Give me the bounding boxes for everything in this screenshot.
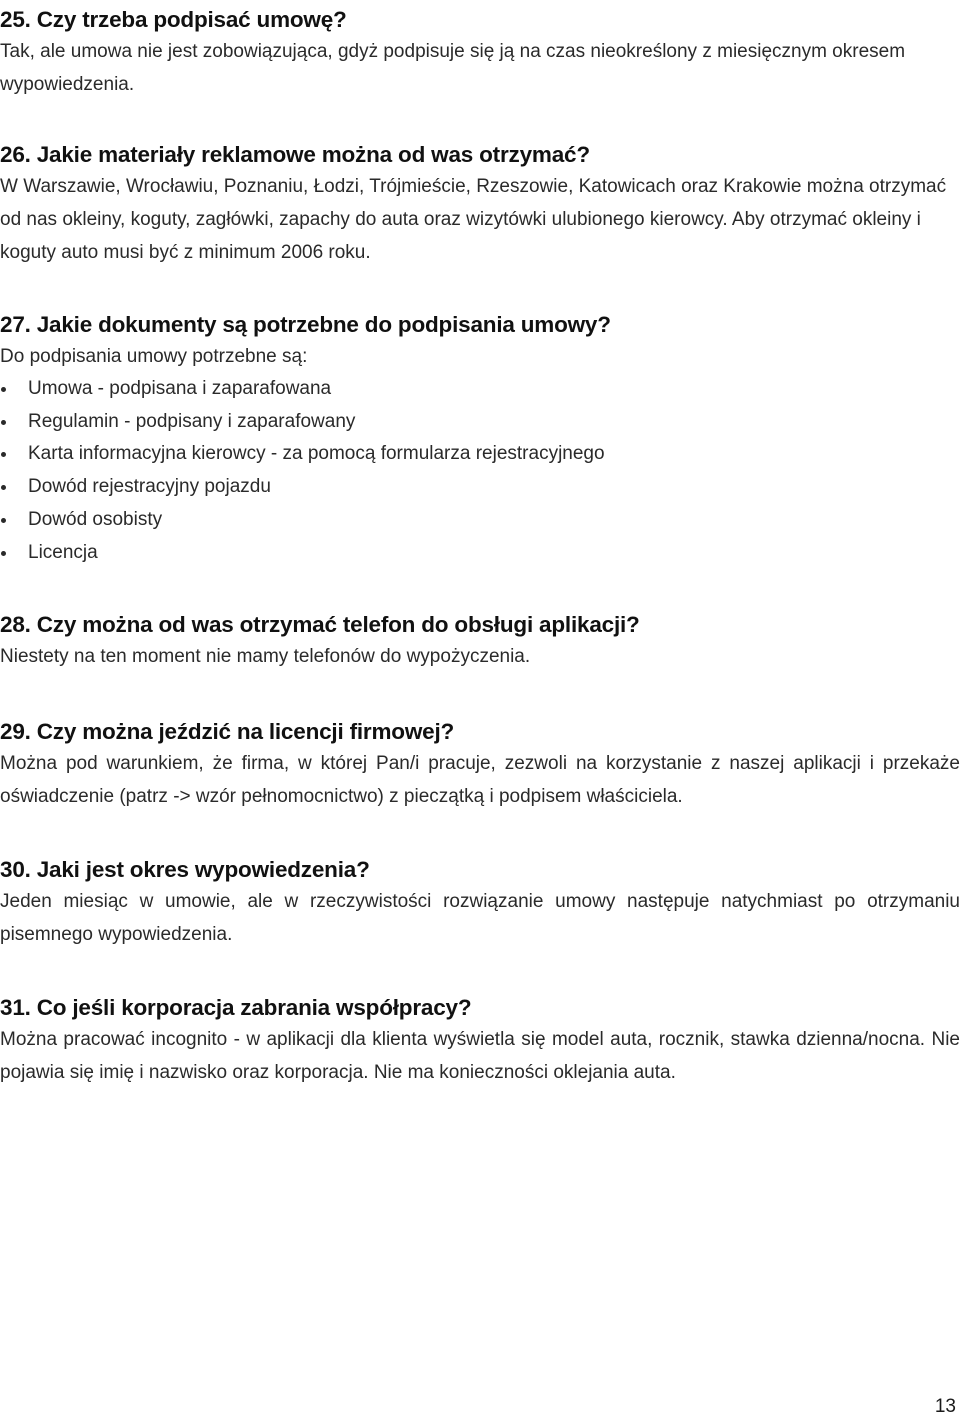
list-item bbox=[0, 537, 960, 570]
bullet-icon bbox=[1, 452, 6, 457]
faq-section-31 bbox=[0, 993, 960, 1089]
faq-section-29 bbox=[0, 717, 960, 813]
answer-text: Tak, ale umowa nie jest zobowiązująca, gdyż podpisuje się ją na czas nieokreślony z miesięcznym okresem wypowiedzenia. bbox=[0, 41, 906, 95]
question-title: 30. Jaki jest okres wypowiedzenia? bbox=[0, 857, 370, 882]
bullet-icon bbox=[1, 518, 6, 523]
list-item-text: Karta informacyjna kierowcy - za pomocą formularza rejestracyjnego bbox=[28, 443, 605, 465]
bullet-icon bbox=[1, 420, 6, 425]
list-item bbox=[0, 438, 960, 471]
required-documents-list bbox=[0, 373, 960, 569]
question-title: 27. Jakie dokumenty są potrzebne do podpisania umowy? bbox=[0, 312, 611, 337]
question-title: 26. Jakie materiały reklamowe można od was otrzymać? bbox=[0, 142, 590, 167]
question-title: 25. Czy trzeba podpisać umowę? bbox=[0, 7, 347, 32]
list-item bbox=[0, 471, 960, 504]
list-item-text: Dowód rejestracyjny pojazdu bbox=[28, 476, 271, 498]
list-item bbox=[0, 406, 960, 439]
question-title: 29. Czy można jeździć na licencji firmowej? bbox=[0, 719, 455, 744]
list-item-text: Umowa - podpisana i zaparafowana bbox=[28, 378, 332, 399]
page-number: 13 bbox=[934, 1396, 956, 1417]
bullet-icon bbox=[1, 551, 6, 556]
faq-section-27 bbox=[0, 310, 960, 569]
faq-section-25 bbox=[0, 5, 960, 101]
bullet-icon bbox=[1, 387, 6, 392]
question-title: 31. Co jeśli korporacja zabrania współpracy? bbox=[0, 995, 472, 1020]
bullet-icon bbox=[1, 485, 6, 490]
answer-text: Można pracować incognito - w aplikacji dla klienta wyświetla się model auta, rocznik, stawka dzienna/nocna. Nie pojawia się imię i nazwisko oraz korporacja. Nie ma konieczności oklejania auta. bbox=[0, 1029, 960, 1083]
answer-text: Jeden miesiąc w umowie, ale w rzeczywistości rozwiązanie umowy następuje natychmiast po otrzymaniu pisemnego wypowiedzenia. bbox=[0, 891, 960, 945]
list-item-text: Regulamin - podpisany i zaparafowany bbox=[28, 410, 356, 432]
faq-section-28 bbox=[0, 610, 960, 673]
answer-text: W Warszawie, Wrocławiu, Poznaniu, Łodzi, Trójmieście, Rzeszowie, Katowicach oraz Krakowie można otrzymać od nas okleiny, koguty, zagłówki, zapachy do auta oraz wizytówki ulubionego kierowcy. Aby otrzymać okleiny i koguty auto musi być z minimum 2006 roku. bbox=[0, 176, 947, 263]
question-title: 28. Czy można od was otrzymać telefon do obsługi aplikacji? bbox=[0, 612, 640, 637]
answer-intro: Do podpisania umowy potrzebne są: bbox=[0, 346, 308, 367]
list-item-text: Dowód osobisty bbox=[28, 508, 163, 530]
list-item bbox=[0, 504, 960, 537]
list-item-text: Licencja bbox=[28, 541, 98, 563]
faq-section-26 bbox=[0, 140, 960, 269]
answer-text: Niestety na ten moment nie mamy telefonów do wypożyczenia. bbox=[0, 646, 531, 667]
faq-section-30 bbox=[0, 855, 960, 951]
list-item bbox=[0, 373, 960, 406]
answer-text: Można pod warunkiem, że firma, w której Pan/i pracuje, zezwoli na korzystanie z naszej aplikacji i przekaże oświadczenie (patrz -> wzór pełnomocnictwo) z pieczątką i podpisem właściciela. bbox=[0, 753, 960, 807]
